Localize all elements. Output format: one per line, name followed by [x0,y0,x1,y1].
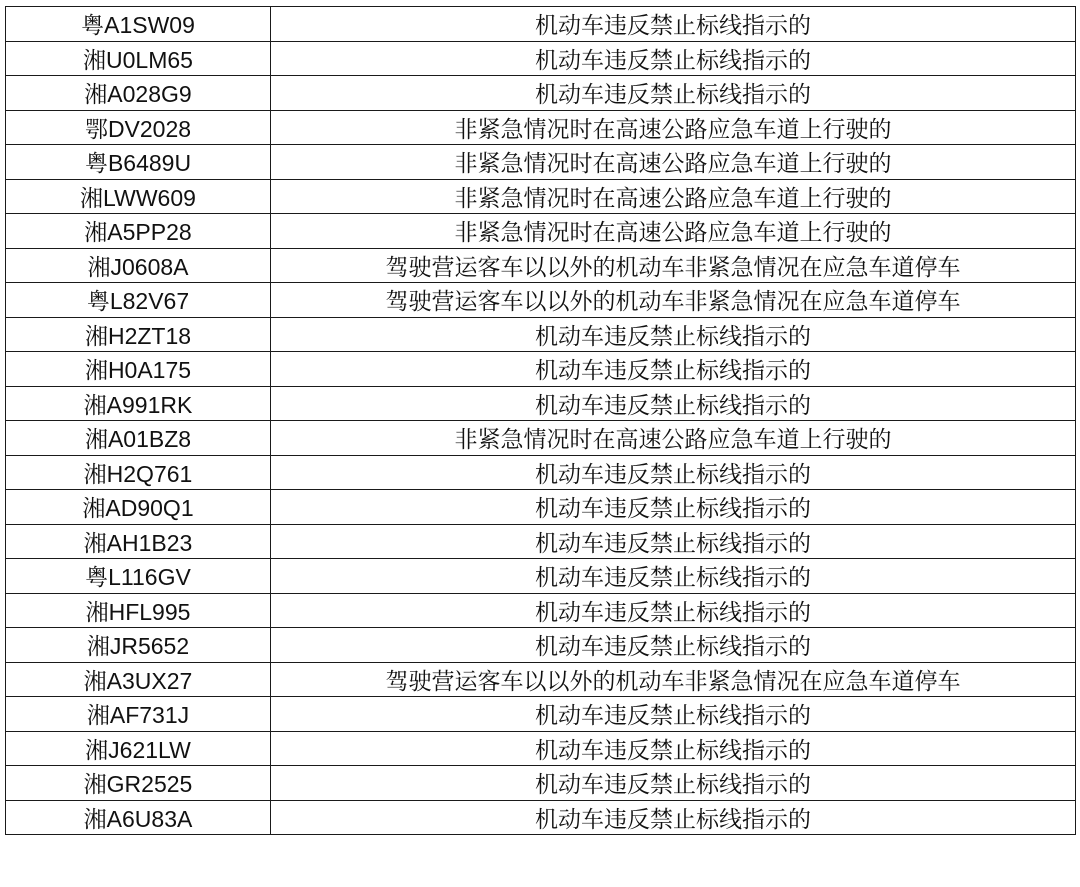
plate-number-cell: 湘HFL995 [6,593,271,628]
table-row [6,41,1076,76]
violation-description-cell: 驾驶营运客车以以外的机动车非紧急情况在应急车道停车 [271,248,1076,283]
plate-number-cell: 湘A991RK [6,386,271,421]
table-row [6,110,1076,145]
plate-number-cell: 湘AH1B23 [6,524,271,559]
table-row [6,455,1076,490]
violation-description-cell: 机动车违反禁止标线指示的 [271,41,1076,76]
violation-table-body [6,7,1076,835]
plate-number-cell: 鄂DV2028 [6,110,271,145]
table-row [6,524,1076,559]
plate-number-cell: 湘H0A175 [6,352,271,387]
table-row [6,352,1076,387]
violation-description-cell: 机动车违反禁止标线指示的 [271,628,1076,663]
plate-number-cell: 湘U0LM65 [6,41,271,76]
violation-description-cell: 机动车违反禁止标线指示的 [271,697,1076,732]
plate-number-cell: 湘AD90Q1 [6,490,271,525]
table-row [6,559,1076,594]
plate-number-cell: 粤L82V67 [6,283,271,318]
table-row [6,76,1076,111]
plate-number-cell: 湘H2Q761 [6,455,271,490]
plate-number-cell: 湘LWW609 [6,179,271,214]
table-row [6,248,1076,283]
violation-description-cell: 机动车违反禁止标线指示的 [271,352,1076,387]
plate-number-cell: 湘A3UX27 [6,662,271,697]
table-row [6,214,1076,249]
violation-description-cell: 机动车违反禁止标线指示的 [271,490,1076,525]
plate-number-cell: 粤A1SW09 [6,7,271,42]
plate-number-cell: 湘AF731J [6,697,271,732]
violation-table [5,6,1076,835]
table-row [6,662,1076,697]
table-row [6,628,1076,663]
plate-number-cell: 湘A6U83A [6,800,271,835]
plate-number-cell: 湘A5PP28 [6,214,271,249]
violation-description-cell: 机动车违反禁止标线指示的 [271,524,1076,559]
table-row [6,697,1076,732]
violation-description-cell: 非紧急情况时在高速公路应急车道上行驶的 [271,145,1076,180]
table-row [6,7,1076,42]
violation-description-cell: 非紧急情况时在高速公路应急车道上行驶的 [271,110,1076,145]
table-row [6,766,1076,801]
table-row [6,283,1076,318]
table-row [6,800,1076,835]
violation-description-cell: 机动车违反禁止标线指示的 [271,7,1076,42]
violation-description-cell: 机动车违反禁止标线指示的 [271,317,1076,352]
plate-number-cell: 湘GR2525 [6,766,271,801]
violation-description-cell: 非紧急情况时在高速公路应急车道上行驶的 [271,179,1076,214]
table-row [6,386,1076,421]
violation-table-sheet [5,6,1076,835]
violation-description-cell: 机动车违反禁止标线指示的 [271,593,1076,628]
plate-number-cell: 粤L116GV [6,559,271,594]
table-row [6,731,1076,766]
violation-description-cell: 机动车违反禁止标线指示的 [271,731,1076,766]
plate-number-cell: 湘J0608A [6,248,271,283]
table-row [6,490,1076,525]
plate-number-cell: 粤B6489U [6,145,271,180]
table-row [6,421,1076,456]
violation-description-cell: 非紧急情况时在高速公路应急车道上行驶的 [271,421,1076,456]
plate-number-cell: 湘A01BZ8 [6,421,271,456]
violation-description-cell: 机动车违反禁止标线指示的 [271,559,1076,594]
table-row [6,593,1076,628]
violation-description-cell: 驾驶营运客车以以外的机动车非紧急情况在应急车道停车 [271,283,1076,318]
violation-description-cell: 机动车违反禁止标线指示的 [271,386,1076,421]
table-row [6,179,1076,214]
violation-description-cell: 机动车违反禁止标线指示的 [271,766,1076,801]
plate-number-cell: 湘JR5652 [6,628,271,663]
violation-description-cell: 非紧急情况时在高速公路应急车道上行驶的 [271,214,1076,249]
violation-description-cell: 驾驶营运客车以以外的机动车非紧急情况在应急车道停车 [271,662,1076,697]
plate-number-cell: 湘H2ZT18 [6,317,271,352]
violation-description-cell: 机动车违反禁止标线指示的 [271,455,1076,490]
violation-description-cell: 机动车违反禁止标线指示的 [271,800,1076,835]
violation-description-cell: 机动车违反禁止标线指示的 [271,76,1076,111]
plate-number-cell: 湘A028G9 [6,76,271,111]
plate-number-cell: 湘J621LW [6,731,271,766]
table-row [6,145,1076,180]
table-row [6,317,1076,352]
